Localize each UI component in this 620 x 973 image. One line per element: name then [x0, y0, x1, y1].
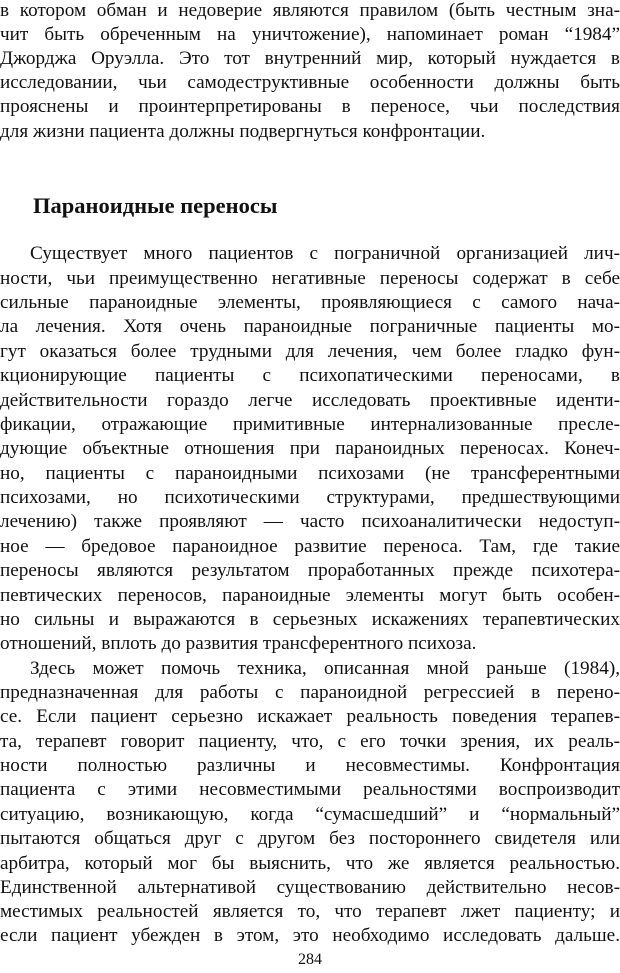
text-line: ла лечения. Хотя очень параноидные пограничные пациенты мо-: [0, 316, 620, 337]
text-line: пациента с этими несовместимыми реальностями воспроизводит: [0, 779, 620, 800]
text-line: предназначенная для работы с параноидной регрессией в перено-: [0, 682, 620, 703]
text-line: переносы являются результатом проработанных прежде психотера-: [0, 560, 620, 581]
text-line: местимых реальностей является то, что терапевт лжет пациенту; и: [0, 901, 620, 922]
text-line: Здесь может помочь техника, описанная мной раньше (1984),: [30, 658, 620, 679]
text-line: Джорджа Оруэлла. Это тот внутренний мир, который нуждается в: [0, 48, 620, 69]
text-line: ситуацию, возникающую, когда “сумасшедший” и “нормальный”: [0, 804, 620, 825]
text-line: ности, чьи преимущественно негативные переносы содержат в себе: [0, 268, 620, 289]
page-number: 284: [298, 951, 322, 968]
text-line: прояснены и проинтерпретированы в переносе, чьи последствия: [0, 96, 620, 117]
text-line: чит быть обреченным на уничтожение), напоминает роман “1984”: [0, 24, 620, 45]
text-line: но сильны и выражаются в серьезных искажениях терапевтических: [0, 609, 620, 630]
text-line: гут оказаться более трудными для лечения, чем более гладко фун-: [0, 341, 620, 362]
text-line: исследовании, чьи самодеструктивные особенности должны быть: [0, 72, 620, 93]
section-heading: Параноидные переносы: [33, 193, 278, 218]
text-line: но, пациенты с параноидными психозами (не трансферентными: [0, 463, 620, 484]
text-line: если пациент убежден в этом, это необходимо исследовать дальше.: [0, 925, 620, 946]
text-line: та, терапевт говорит пациенту, что, с его точки зрения, их реаль-: [0, 731, 620, 752]
text-line: в котором обман и недоверие являются правилом (быть честным зна-: [0, 0, 620, 21]
text-line: пытаются общаться друг с другом без постороннего свидетеля или: [0, 828, 620, 849]
text-line: действительности гораздо легче исследовать проективные иденти-: [0, 390, 620, 411]
text-line: фикации, отражающие примитивные интернализованные пресле-: [0, 414, 620, 435]
text-line: Единственной альтернативой существованию действительно несов-: [0, 877, 620, 898]
text-line: арбитра, который мог бы выяснить, что же является реальностью.: [0, 853, 620, 874]
text-line: отношений, вплоть до развития трансферентного психоза.: [0, 633, 477, 654]
text-line: се. Если пациент серьезно искажает реальность поведения терапев-: [0, 706, 620, 727]
text-line: кционирующие пациенты с психопатическими переносами, в: [0, 365, 620, 386]
text-line: ное — бредовое параноидное развитие переноса. Там, где такие: [0, 536, 620, 557]
text-line: ности полностью различны и несовместимы. Конфронтация: [0, 755, 620, 776]
text-line: сильные параноидные элементы, проявляющиеся с самого нача-: [0, 292, 620, 313]
text-line: психозами, но психотическими структурами, предшествующими: [0, 487, 620, 508]
text-line: для жизни пациента должны подвергнуться конфронтации.: [0, 121, 486, 142]
text-line: Существует много пациентов с пограничной организацией лич-: [30, 243, 620, 264]
text-line: дующие объектные отношения при параноидных переносах. Конеч-: [0, 438, 620, 459]
text-line: лечению) также проявляют — часто психоаналитически недоступ-: [0, 511, 620, 532]
text-line: певтических переносов, параноидные элементы могут быть особен-: [0, 585, 620, 606]
